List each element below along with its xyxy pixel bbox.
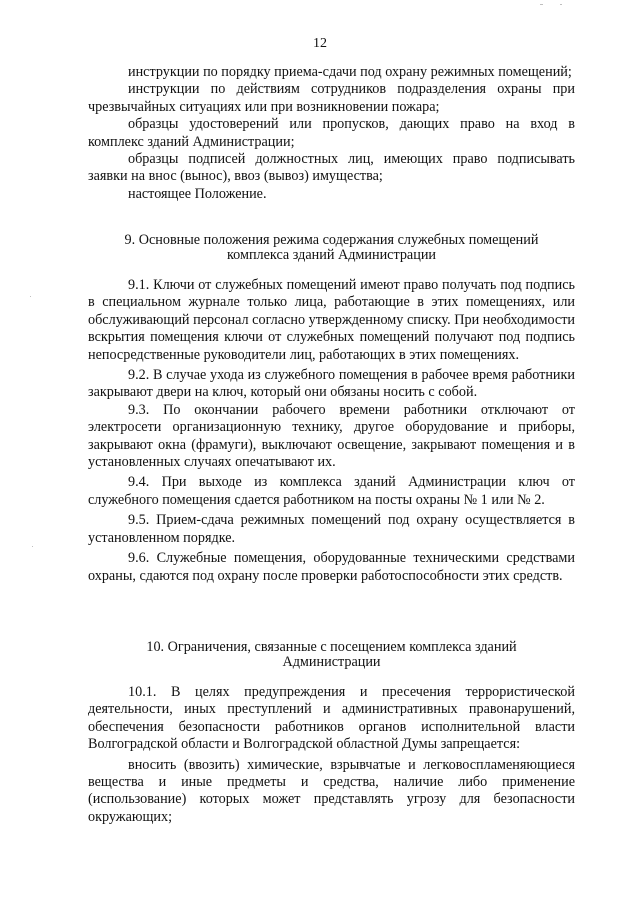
scan-artifact: [30, 296, 31, 297]
section-10-heading-cont: Администрации: [282, 654, 381, 670]
intro-paragraph: инструкции по действиям сотрудников подразделения охраны при чрезвычайных ситуациях или при возникновении пожара;: [88, 81, 575, 115]
section-10-heading: 10. Ограничения, связанные с посещением комплекса зданий: [146, 639, 517, 655]
scan-artifact: [32, 546, 33, 547]
section-10: [88, 640, 575, 826]
intro-list: [88, 64, 575, 203]
section-9: [88, 233, 575, 585]
paragraph-9-6: 9.6. Служебные помещения, оборудованные техническими средствами охраны, сдаются под охрану после проверки работоспособности этих средств.: [88, 550, 575, 584]
intro-paragraph: образцы удостоверений или пропусков, дающих право на вход в комплекс зданий Администрации;: [88, 116, 575, 150]
scan-artifact: [540, 4, 543, 5]
paragraph-9-3: 9.3. По окончании рабочего времени работники отключают от электросети организационную технику, другое оборудование и приборы, закрывают окна (фрамуги), выключают освещение, закрывают помещения и в установленных случаях опечатывают их.: [88, 401, 575, 471]
section-9-heading: 9. Основные положения режима содержания служебных помещений: [124, 232, 539, 248]
paragraph-9-4: 9.4. При выходе из комплекса зданий Администрации ключ от служебного помещения сдается работником на посты охраны № 1 или № 2.: [88, 474, 575, 508]
paragraph-9-1: 9.1. Ключи от служебных помещений имеют право получать под подпись в специальном журнале только лица, работающие в этих помещениях, или обслуживающий персонал согласно утвержденному списку. При необходимости вскрытия помещения ключи от служебных помещений получают под подпись непосредственные руководители лиц, работающих в этих помещениях.: [88, 277, 575, 363]
page-number: 12: [313, 36, 327, 51]
paragraph-9-5: 9.5. Прием-сдача режимных помещений под охрану осуществляется в установленном порядке.: [88, 512, 575, 546]
paragraph-10-1-item: вносить (ввозить) химические, взрывчатые и легковоспламеняющиеся вещества и иные предметы и средства, наличие либо применение (использование) которых может представлять угрозу для безопасности окружающих;: [88, 756, 575, 825]
intro-paragraph: образцы подписей должностных лиц, имеющих право подписывать заявки на внос (вынос), ввоз (вывоз) имущества;: [88, 151, 575, 185]
paragraph-9-2: 9.2. В случае ухода из служебного помещения в рабочее время работники закрывают двери на ключ, который они обязаны носить с собой.: [88, 367, 575, 401]
section-9-heading-cont: комплекса зданий Администрации: [226, 247, 437, 263]
scan-artifact: [560, 4, 562, 5]
paragraph-10-1: 10.1. В целях предупреждения и пресечения террористической деятельности, иных преступлений и административных правонарушений, обеспечения безопасности работников органов исполнительной власти Волгоградской области и Волгоградской областной Думы запрещается:: [88, 684, 575, 753]
intro-paragraph: настоящее Положение.: [128, 185, 267, 202]
intro-paragraph: инструкции по порядку приема-сдачи под охрану режимных помещений;: [128, 64, 572, 80]
